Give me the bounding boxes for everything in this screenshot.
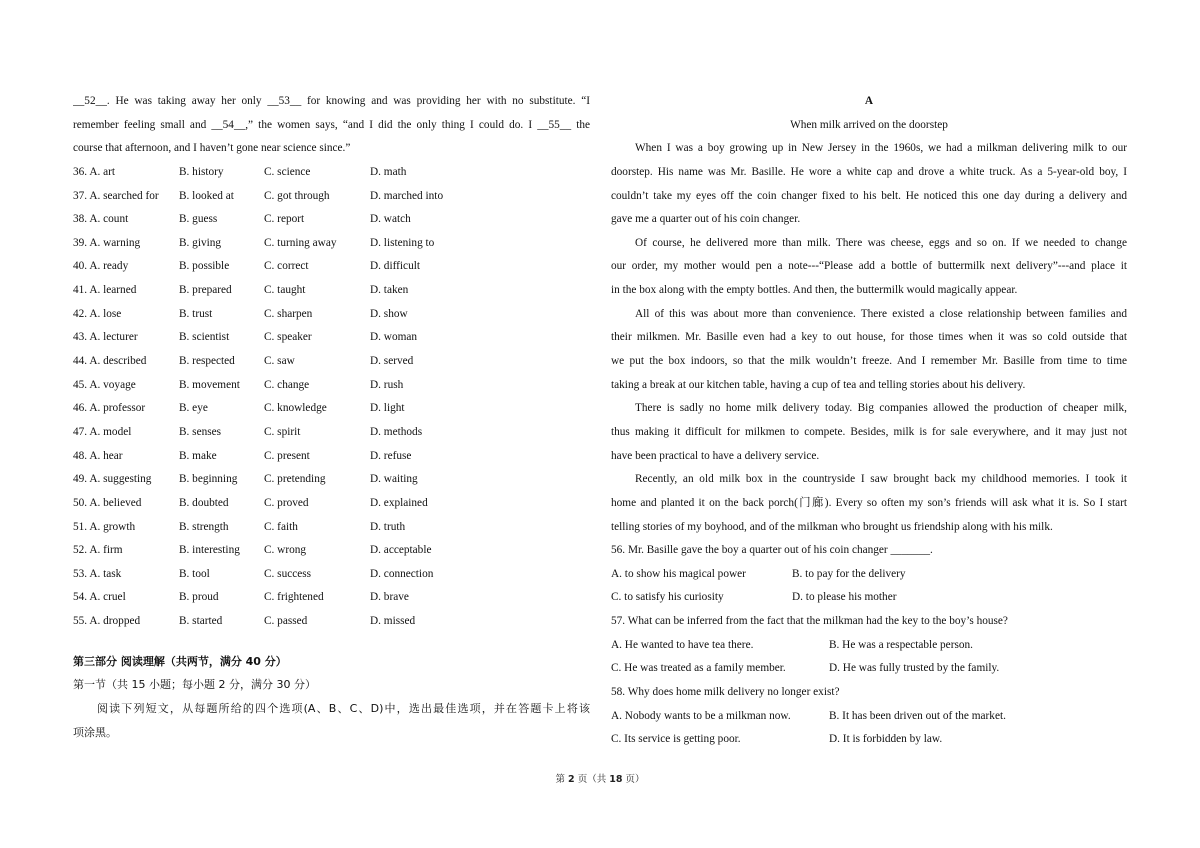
option-b: B. looked at bbox=[179, 189, 234, 202]
answer-option: B. to pay for the delivery bbox=[792, 567, 906, 580]
option-c: C. report bbox=[264, 213, 305, 226]
option-d: D. watch bbox=[370, 213, 411, 226]
passage-line: telling stories of my boyhood, and of the milkman who brought us friendship along with his milk. bbox=[611, 520, 1053, 533]
option-row bbox=[73, 208, 590, 232]
option-row bbox=[73, 421, 590, 445]
footer-suffix: 页） bbox=[622, 774, 645, 785]
option-c: C. wrong bbox=[264, 544, 307, 557]
option-row bbox=[73, 445, 590, 469]
option-c: C. passed bbox=[264, 615, 308, 628]
passage-line: Recently, an old milk box in the countryside I saw brought back my childhood memories. I took it bbox=[635, 473, 1127, 486]
option-b: B. proud bbox=[179, 591, 219, 604]
option-c: C. frightened bbox=[264, 591, 324, 604]
option-a: 54. A. cruel bbox=[73, 591, 126, 604]
question-stem: 57. What can be inferred from the fact that the milkman had the key to the boy’s house? bbox=[611, 615, 1008, 628]
passage-letter: A bbox=[864, 95, 874, 107]
page-total: 18 bbox=[609, 774, 623, 785]
option-row bbox=[73, 303, 590, 327]
option-a: 50. A. believed bbox=[73, 496, 142, 509]
option-row bbox=[73, 232, 590, 256]
passage-line: gave me a quarter out of his coin changer. bbox=[611, 213, 801, 226]
option-d: D. math bbox=[370, 165, 407, 178]
option-a: 47. A. model bbox=[73, 425, 132, 438]
option-a: 37. A. searched for bbox=[73, 189, 159, 202]
option-a: 49. A. suggesting bbox=[73, 473, 152, 486]
passage-line: our order, my mother would pen a note---“Please add a bottle of buttermilk next delivery”---and place it bbox=[611, 260, 1127, 273]
option-d: D. woman bbox=[370, 331, 418, 344]
option-c: C. speaker bbox=[264, 331, 312, 344]
answer-options-row bbox=[611, 728, 1127, 752]
option-d: D. difficult bbox=[370, 260, 420, 273]
answer-option: A. Nobody wants to be a milkman now. bbox=[611, 709, 791, 722]
page-footer bbox=[0, 771, 1200, 785]
question-stem: 58. Why does home milk delivery no longer exist? bbox=[611, 686, 840, 699]
option-row bbox=[73, 492, 590, 516]
option-d: D. brave bbox=[370, 591, 409, 604]
option-row bbox=[73, 279, 590, 303]
option-c: C. knowledge bbox=[264, 402, 327, 415]
option-d: D. rush bbox=[370, 378, 404, 391]
option-c: C. correct bbox=[264, 260, 309, 273]
option-b: B. beginning bbox=[179, 473, 238, 486]
option-b: B. guess bbox=[179, 213, 218, 226]
options-list bbox=[73, 161, 590, 634]
option-c: C. pretending bbox=[264, 473, 326, 486]
instruction-text: 阅读下列短文，从每题所给的四个选项(A、B、C、D)中，选出最佳选项，并在答题卡上将该 bbox=[97, 702, 590, 716]
option-c: C. change bbox=[264, 378, 310, 391]
passage-line: When I was a boy growing up in New Jersey in the 1960s, we had a milkman delivering milk to our bbox=[635, 142, 1127, 155]
option-row bbox=[73, 326, 590, 350]
answer-option: A. He wanted to have tea there. bbox=[611, 638, 754, 651]
passage-line: we put the box indoors, so that the milk wouldn’t freeze. And I remember Mr. Basille from time to time bbox=[611, 355, 1127, 368]
option-a: 39. A. warning bbox=[73, 236, 141, 249]
passage-line: doorstep. His name was Mr. Basille. He wore a white cap and drove a white truck. As a 5-year-old boy, I bbox=[611, 165, 1127, 178]
option-a: 44. A. described bbox=[73, 355, 147, 368]
option-d: D. light bbox=[370, 402, 405, 415]
option-a: 42. A. lose bbox=[73, 307, 122, 320]
option-a: 51. A. growth bbox=[73, 520, 136, 533]
option-c: C. got through bbox=[264, 189, 330, 202]
answer-option: B. It has been driven out of the market. bbox=[829, 709, 1006, 722]
option-b: B. trust bbox=[179, 307, 213, 320]
option-c: C. science bbox=[264, 165, 311, 178]
option-row bbox=[73, 468, 590, 492]
option-a: 36. A. art bbox=[73, 165, 116, 178]
passage-line: home and planted it on the back porch(门廊). Every so often my son’s friends will ask what it is. So I start bbox=[611, 496, 1127, 509]
option-c: C. success bbox=[264, 567, 312, 580]
passage-line: thus making it difficult for milkmen to compete. Besides, milk is for sale everywhere, and it may just not bbox=[611, 425, 1127, 438]
option-c: C. faith bbox=[264, 520, 298, 533]
option-a: 52. A. firm bbox=[73, 544, 123, 557]
option-row bbox=[73, 185, 590, 209]
answer-option: A. to show his magical power bbox=[611, 567, 746, 580]
answer-option: C. He was treated as a family member. bbox=[611, 662, 786, 675]
option-b: B. make bbox=[179, 449, 217, 462]
page-number: 2 bbox=[568, 774, 575, 785]
answer-option: D. He was fully trusted by the family. bbox=[829, 662, 1000, 675]
option-b: B. eye bbox=[179, 402, 208, 415]
answer-option: C. Its service is getting poor. bbox=[611, 733, 741, 746]
option-b: B. senses bbox=[179, 425, 222, 438]
option-b: B. giving bbox=[179, 236, 222, 249]
passage-line: taking a break at our kitchen table, having a cup of tea and telling stories about his delivery. bbox=[611, 378, 1026, 391]
answer-option: D. to please his mother bbox=[792, 591, 897, 604]
footer-prefix: 第 bbox=[555, 774, 569, 785]
option-b: B. tool bbox=[179, 567, 210, 580]
passage-line: There is sadly no home milk delivery today. Big companies allowed the production of cheaper milk, bbox=[635, 402, 1127, 415]
passage-body bbox=[611, 137, 1127, 539]
option-a: 46. A. professor bbox=[73, 402, 146, 415]
option-row bbox=[73, 255, 590, 279]
cloze-line: remember feeling small and __54__,” the women says, “and I did the only thing I could do. I __55__ the bbox=[73, 118, 590, 131]
option-a: 43. A. lecturer bbox=[73, 331, 138, 344]
option-c: C. saw bbox=[264, 355, 295, 368]
option-row bbox=[73, 161, 590, 185]
option-row bbox=[73, 397, 590, 421]
right-column bbox=[611, 90, 1127, 752]
option-d: D. marched into bbox=[370, 189, 444, 202]
option-b: B. movement bbox=[179, 378, 240, 391]
left-column bbox=[73, 90, 590, 744]
option-a: 45. A. voyage bbox=[73, 378, 136, 391]
option-c: C. taught bbox=[264, 284, 306, 297]
answer-options-row bbox=[611, 586, 1127, 610]
passage-line: couldn’t take my eyes off the coin changer fixed to his belt. He noticed this one day during a delivery and bbox=[611, 189, 1127, 202]
passage-line: in the box along with the empty bottles. And then, the buttermilk would magically appear. bbox=[611, 284, 1018, 297]
option-c: C. sharpen bbox=[264, 307, 313, 320]
option-d: D. listening to bbox=[370, 236, 435, 249]
option-row bbox=[73, 563, 590, 587]
option-d: D. refuse bbox=[370, 449, 412, 462]
option-c: C. present bbox=[264, 449, 310, 462]
option-b: B. history bbox=[179, 165, 224, 178]
option-row bbox=[73, 610, 590, 634]
option-d: D. truth bbox=[370, 520, 406, 533]
option-b: B. doubted bbox=[179, 496, 229, 509]
option-row bbox=[73, 586, 590, 610]
option-c: C. spirit bbox=[264, 425, 301, 438]
option-d: D. taken bbox=[370, 284, 409, 297]
subsection-title: 第一节（共 15 小题；每小题 2 分，满分 30 分） bbox=[73, 678, 316, 692]
option-d: D. served bbox=[370, 355, 414, 368]
answer-option: D. It is forbidden by law. bbox=[829, 733, 943, 746]
option-c: C. turning away bbox=[264, 236, 337, 249]
option-d: D. acceptable bbox=[370, 544, 432, 557]
passage-line: All of this was about more than convenience. There existed a close relationship between families and bbox=[635, 307, 1127, 320]
answer-option: C. to satisfy his curiosity bbox=[611, 591, 724, 604]
option-d: D. missed bbox=[370, 615, 416, 628]
option-d: D. connection bbox=[370, 567, 434, 580]
option-c: C. proved bbox=[264, 496, 309, 509]
option-b: B. started bbox=[179, 615, 223, 628]
instruction-text: 项涂黑。 bbox=[73, 725, 117, 739]
option-b: B. interesting bbox=[179, 544, 240, 557]
questions-list bbox=[611, 539, 1127, 752]
question-stem: 56. Mr. Basille gave the boy a quarter out of his coin changer _______. bbox=[611, 544, 933, 557]
option-b: B. possible bbox=[179, 260, 230, 273]
option-d: D. waiting bbox=[370, 473, 418, 486]
section-title: 第三部分 阅读理解（共两节，满分 40 分） bbox=[73, 654, 287, 668]
option-d: D. explained bbox=[370, 496, 428, 509]
option-row bbox=[73, 516, 590, 540]
passage-title: When milk arrived on the doorstep bbox=[790, 118, 948, 131]
option-row bbox=[73, 374, 590, 398]
answer-options-row bbox=[611, 705, 1127, 729]
option-row bbox=[73, 539, 590, 563]
answer-options-row bbox=[611, 634, 1127, 658]
cloze-line: __52__. He was taking away her only __53__ for knowing and was providing her with no substitute. “I bbox=[73, 95, 590, 107]
answer-options-row bbox=[611, 563, 1127, 587]
answer-option: B. He was a respectable person. bbox=[829, 638, 973, 651]
option-a: 48. A. hear bbox=[73, 449, 123, 462]
option-b: B. respected bbox=[179, 355, 235, 368]
option-b: B. strength bbox=[179, 520, 229, 533]
answer-options-row bbox=[611, 657, 1127, 681]
passage-line: Of course, he delivered more than milk. There was cheese, eggs and so on. If we needed to change bbox=[635, 236, 1127, 249]
option-d: D. show bbox=[370, 307, 408, 320]
cloze-line: course that afternoon, and I haven’t gone near science since.” bbox=[73, 142, 351, 155]
footer-middle: 页（共 bbox=[574, 774, 610, 785]
option-a: 55. A. dropped bbox=[73, 615, 141, 628]
passage-line: have been practical to have a delivery service. bbox=[611, 449, 820, 462]
option-a: 53. A. task bbox=[73, 567, 122, 580]
option-a: 41. A. learned bbox=[73, 284, 137, 297]
option-row bbox=[73, 350, 590, 374]
option-a: 38. A. count bbox=[73, 213, 129, 226]
option-a: 40. A. ready bbox=[73, 260, 129, 273]
option-b: B. prepared bbox=[179, 284, 232, 297]
passage-line: their milkmen. Mr. Basille even had a key to out house, for those times when it was so cold outside that bbox=[611, 331, 1127, 344]
option-d: D. methods bbox=[370, 425, 423, 438]
option-b: B. scientist bbox=[179, 331, 230, 344]
